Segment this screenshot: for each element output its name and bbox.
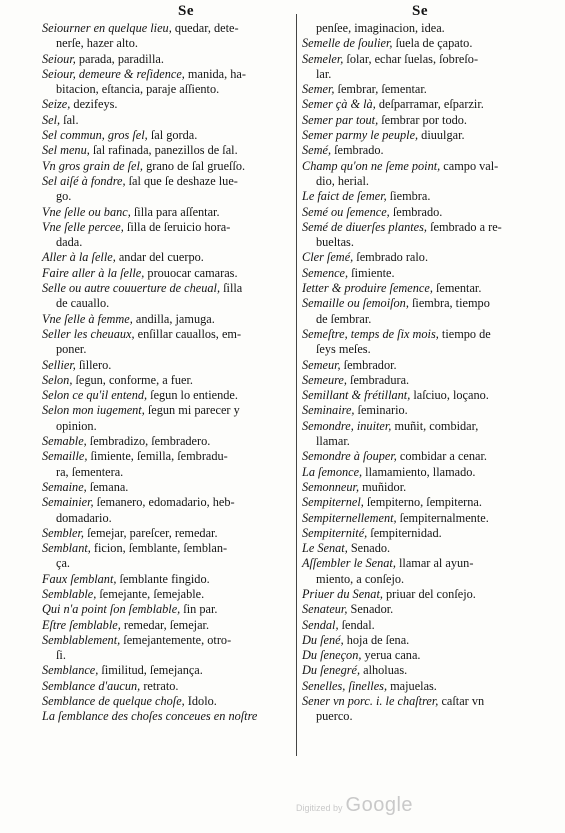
headword: Senelles, ſinelles, [302, 678, 388, 693]
translation: ça. [56, 556, 70, 571]
translation: ſegun mi parecer y [144, 403, 240, 418]
dictionary-line [302, 358, 532, 373]
dictionary-line [42, 526, 292, 541]
dictionary-line [302, 511, 532, 526]
headword: Semeler, [302, 51, 344, 66]
translation: hoja de ſena. [343, 632, 410, 647]
dictionary-line [42, 52, 292, 67]
translation: caſtar vn [438, 694, 485, 709]
translation: ſementar. [432, 281, 482, 296]
dictionary-line [302, 113, 532, 128]
dictionary-line [302, 266, 532, 281]
translation: ſuela de çapato. [392, 36, 473, 51]
dictionary-line [42, 648, 292, 663]
dictionary-line [42, 403, 292, 418]
headword: Semaine, [42, 479, 87, 494]
translation: ſeminario. [354, 403, 408, 418]
headword: Semer, [302, 82, 335, 97]
dictionary-line [302, 419, 532, 434]
headword: Semondre à ſouper, [302, 449, 397, 464]
translation: ſegun, conforme, a fuer. [72, 372, 193, 387]
translation: ſilla de ſeruicio hora- [123, 219, 231, 234]
headword: Semé ou ſemence, [302, 204, 390, 219]
dictionary-line [302, 495, 532, 510]
translation: muñit, combidar, [391, 418, 479, 433]
headword: Le faict de ſemer, [302, 189, 387, 204]
dictionary-line [302, 342, 532, 357]
translation: ra, ſementera. [56, 464, 124, 479]
translation: ſembrado. [389, 204, 443, 219]
left-column [42, 21, 292, 725]
translation: ſiembra, tiempo [408, 296, 490, 311]
dictionary-line [42, 449, 292, 464]
dictionary-line [302, 52, 532, 67]
dictionary-line [42, 388, 292, 403]
dictionary-line [42, 189, 292, 204]
headword: Semainier, [42, 495, 94, 510]
dictionary-line [302, 602, 532, 617]
dictionary-line [42, 511, 292, 526]
translation: ſemejante, ſemejable. [96, 586, 205, 601]
translation: ſempiternidad. [367, 525, 442, 540]
headword: Sempiternellement, [302, 510, 397, 525]
translation: llamar. [316, 434, 350, 449]
headword: Semé, [302, 143, 332, 158]
translation: ſembrar por todo. [378, 112, 467, 127]
translation: dada. [56, 235, 83, 250]
translation: Senado. [347, 541, 391, 556]
translation: ſimiente, ſemilla, ſembradu- [87, 449, 228, 464]
translation: llamar al ayun- [395, 556, 474, 571]
column-divider [296, 14, 297, 756]
translation: Idolo. [184, 694, 217, 709]
dictionary-line [42, 143, 292, 158]
headword: Aller à la ſelle, [42, 250, 116, 265]
dictionary-line [302, 679, 532, 694]
translation: ſegun lo entiende. [147, 388, 238, 403]
translation: go. [56, 189, 72, 204]
running-head-left: Se [178, 3, 194, 19]
headword: Semeſtre, temps de ſix mois, [302, 326, 439, 341]
translation: de ſembrar. [316, 311, 372, 326]
translation: ſembrador. [340, 357, 397, 372]
translation: opinion. [56, 418, 97, 433]
headword: Semence, [302, 265, 349, 280]
translation: puerco. [316, 709, 353, 724]
headword: Selon ce qu'il entend, [42, 388, 148, 403]
translation: enſillar cauallos, em- [134, 326, 242, 341]
headword: Selon mon iugement, [42, 403, 145, 418]
dictionary-line [302, 312, 532, 327]
translation: alholuas. [360, 663, 408, 678]
headword: Eſtre ſemblable, [42, 617, 121, 632]
dictionary-line [42, 128, 292, 143]
dictionary-line [42, 434, 292, 449]
dictionary-line [302, 694, 532, 709]
headword: Qui n'a point ſon ſemblable, [42, 602, 181, 617]
dictionary-line [42, 694, 292, 709]
dictionary-line [302, 281, 532, 296]
dictionary-line [42, 296, 292, 311]
dictionary-line [42, 174, 292, 189]
headword: Semblance d'aucun, [42, 678, 141, 693]
dictionary-line [302, 97, 532, 112]
headword: Semé de diuerſes plantes, [302, 219, 427, 234]
dictionary-line [302, 556, 532, 571]
headword: Vn gros grain de ſel, [42, 158, 143, 173]
translation: parada, paradilla. [75, 51, 164, 66]
translation: bitacion, eſtancia, paraje aſſiento. [56, 82, 220, 97]
dictionary-line [302, 174, 532, 189]
headword: Sendal, [302, 617, 339, 632]
translation: ſal rafinada, panezillos de ſal. [89, 143, 238, 158]
dictionary-line [42, 495, 292, 510]
headword: Seize, [42, 97, 71, 112]
dictionary-line [302, 189, 532, 204]
dictionary-line [302, 36, 532, 51]
translation: de cauallo. [56, 296, 110, 311]
dictionary-line [42, 159, 292, 174]
dictionary-line [42, 235, 292, 250]
translation: ficion, ſemblante, ſemblan- [90, 541, 228, 556]
dictionary-line [302, 403, 532, 418]
translation: tiempo de [438, 326, 491, 341]
translation: ſilla para aſſentar. [130, 204, 220, 219]
headword: La ſemonce, [302, 464, 363, 479]
translation: ſembradura. [346, 372, 410, 387]
dictionary-line [42, 82, 292, 97]
headword: Semblance, [42, 663, 99, 678]
dictionary-line [302, 21, 532, 36]
translation: ſembrar, ſementar. [334, 82, 427, 97]
headword: Selon, [42, 372, 73, 387]
headword: Semblable, [42, 586, 97, 601]
translation: andar del cuerpo. [115, 250, 204, 265]
dictionary-line [42, 556, 292, 571]
headword: Faux ſemblant, [42, 571, 117, 586]
dictionary-line [302, 480, 532, 495]
headword: Semblablement, [42, 632, 121, 647]
headword: Du ſené, [302, 632, 344, 647]
headword: Sel aiſé à fondre, [42, 173, 126, 188]
translation: manida, ha- [184, 66, 246, 81]
dictionary-line [42, 220, 292, 235]
dictionary-line [302, 373, 532, 388]
translation: ſimilitud, ſemejança. [98, 663, 203, 678]
dictionary-line [42, 602, 292, 617]
headword: Semer par tout, [302, 112, 379, 127]
translation: grano de ſal grueſſo. [143, 158, 246, 173]
headword: Champ qu'on ne ſeme point, [302, 158, 441, 173]
translation: ſemanero, edomadario, heb- [93, 495, 235, 510]
translation: ſemejantemente, otro- [120, 632, 232, 647]
headword: Sellier, [42, 357, 76, 372]
dictionary-line [42, 618, 292, 633]
translation: ſal que ſe deshaze lue- [125, 173, 238, 188]
dictionary-line [42, 97, 292, 112]
translation: ſempiterno, ſempiterna. [363, 495, 482, 510]
headword: Seiourner en quelque lieu, [42, 21, 172, 35]
headword: Sel, [42, 112, 61, 127]
headword: Seiour, [42, 51, 76, 66]
headword: Semblance de quelque choſe, [42, 694, 185, 709]
translation: miento, a conſejo. [316, 571, 405, 586]
headword: Semondre, inuiter, [302, 418, 392, 433]
translation: poner. [56, 342, 87, 357]
translation: ſal gorda. [147, 128, 198, 143]
headword: Semblant, [42, 541, 91, 556]
watermark-prefix: Digitized by [296, 803, 343, 813]
translation: muñidor. [359, 479, 407, 494]
headword: Semable, [42, 434, 87, 449]
dictionary-line [302, 526, 532, 541]
translation: ſin par. [180, 602, 218, 617]
headword: Ietter & produire ſemence, [302, 281, 433, 296]
translation: ſembradizo, ſembradero. [86, 434, 211, 449]
headword: Vne ſelle à femme, [42, 311, 133, 326]
dictionary-line [42, 36, 292, 51]
headword: Selle ou autre couuerture de cheual, [42, 281, 221, 296]
headword: Semer parmy le peuple, [302, 128, 419, 143]
translation: nerſe, hazer alto. [56, 36, 138, 51]
headword: Sembler, [42, 525, 85, 540]
headword: Faire aller à la ſelle, [42, 265, 145, 280]
headword: Semaille, [42, 449, 88, 464]
dictionary-line [302, 205, 532, 220]
translation: andilla, jamuga. [132, 311, 215, 326]
headword: Sener vn porc. i. le chaſtrer, [302, 694, 439, 709]
headword: Semelle de ſoulier, [302, 36, 393, 51]
dictionary-line [42, 281, 292, 296]
translation: prouocar camaras. [144, 265, 238, 280]
translation: deſparramar, eſparzir. [375, 97, 484, 112]
translation: ſemblante fingido. [116, 571, 210, 586]
translation: ſendal. [338, 617, 375, 632]
dictionary-line [42, 572, 292, 587]
dictionary-line [302, 465, 532, 480]
dictionary-line [42, 266, 292, 281]
translation: majuelas. [387, 678, 437, 693]
watermark-logo: Google [345, 794, 414, 816]
headword: Vne ſelle percee, [42, 219, 124, 234]
dictionary-line [302, 572, 532, 587]
translation: quedar, dete- [171, 21, 239, 35]
dictionary-line [302, 663, 532, 678]
dictionary-line [42, 709, 292, 724]
dictionary-line [42, 663, 292, 678]
translation: diuulgar. [418, 128, 465, 143]
translation: ſi. [56, 648, 66, 663]
translation: dio, herial. [316, 173, 369, 188]
dictionary-line [42, 679, 292, 694]
headword: Cler ſemé, [302, 250, 354, 265]
dictionary-line [302, 220, 532, 235]
translation: ſilla [220, 281, 243, 296]
dictionary-line [302, 250, 532, 265]
headword: Le Senat, [302, 541, 348, 556]
headword: Semonneur, [302, 479, 360, 494]
dictionary-line [302, 648, 532, 663]
dictionary-line [42, 342, 292, 357]
headword: Senateur, [302, 602, 348, 617]
dictionary-line [42, 373, 292, 388]
translation: combidar a cenar. [396, 449, 487, 464]
dictionary-line [42, 633, 292, 648]
translation: priuar del conſejo. [382, 586, 476, 601]
dictionary-line [302, 633, 532, 648]
headword: Vne ſelle ou banc, [42, 204, 131, 219]
dictionary-line [42, 21, 292, 36]
dictionary-line [302, 67, 532, 82]
translation: ſemejar, pareſcer, remedar. [84, 525, 218, 540]
translation: campo val- [440, 158, 499, 173]
digitized-watermark [296, 794, 413, 817]
dictionary-line [302, 327, 532, 342]
dictionary-line [302, 449, 532, 464]
dictionary-line [42, 327, 292, 342]
dictionary-line [302, 709, 532, 724]
translation: ſemana. [86, 479, 129, 494]
dictionary-line [42, 205, 292, 220]
headword: Aſſembler le Senat, [302, 556, 396, 571]
headword: Sempiternité, [302, 525, 368, 540]
headword: Seller les cheuaux, [42, 326, 135, 341]
dictionary-line [42, 358, 292, 373]
translation: remedar, ſemejar. [120, 617, 210, 632]
headword: Du ſeneçon, [302, 648, 362, 663]
translation: ſembrado a re- [427, 219, 502, 234]
dictionary-line [42, 541, 292, 556]
translation: bueltas. [316, 235, 354, 250]
dictionary-line [302, 143, 532, 158]
dictionary-line [302, 587, 532, 602]
translation: retrato. [140, 678, 179, 693]
dictionary-line [302, 434, 532, 449]
translation: ſimiente. [348, 265, 395, 280]
headword: Seminaire, [302, 403, 355, 418]
headword: Sel commun, gros ſel, [42, 128, 148, 143]
dictionary-line [302, 541, 532, 556]
headword: Semillant & frétillant, [302, 388, 411, 403]
translation: dezifeys. [70, 97, 118, 112]
dictionary-line [302, 618, 532, 633]
dictionary-line [42, 419, 292, 434]
dictionary-line [42, 67, 292, 82]
dictionary-line [302, 128, 532, 143]
headword: Semeure, [302, 372, 347, 387]
translation: llamamiento, llamado. [362, 464, 476, 479]
headword: Sempiternel, [302, 495, 364, 510]
translation: ſeys meſes. [316, 342, 371, 357]
headword: Sel menu, [42, 143, 90, 158]
translation: ſempiternalmente. [396, 510, 489, 525]
dictionary-line [302, 82, 532, 97]
headword: Seiour, demeure & reſidence, [42, 66, 185, 81]
dictionary-line [42, 250, 292, 265]
dictionary-line [42, 312, 292, 327]
translation: ſembrado ralo. [353, 250, 429, 265]
running-head-right: Se [412, 3, 428, 19]
translation: Senador. [347, 602, 394, 617]
translation: lar. [316, 66, 332, 81]
right-column [302, 21, 532, 725]
dictionary-line [42, 465, 292, 480]
headword: Du ſenegré, [302, 663, 361, 678]
headword: Semeur, [302, 357, 341, 372]
translation: yerua cana. [361, 648, 421, 663]
translation: ſillero. [75, 357, 112, 372]
headword: Semaille ou ſemoiſon, [302, 296, 409, 311]
dictionary-line [42, 480, 292, 495]
translation: ſiembra. [386, 189, 431, 204]
dictionary-line [302, 296, 532, 311]
headword: La ſemblance des choſes conceues en noſtre [42, 709, 258, 724]
headword: Semer çà & là, [302, 97, 376, 112]
headword: Priuer du Senat, [302, 586, 383, 601]
translation: domadario. [56, 510, 112, 525]
dictionary-line [302, 159, 532, 174]
translation: laſciuo, loçano. [410, 388, 489, 403]
translation: ſembrado. [331, 143, 384, 158]
translation: ſolar, echar ſuelas, ſobreſo- [343, 51, 479, 66]
dictionary-line [302, 235, 532, 250]
dictionary-line [302, 388, 532, 403]
translation: penſee, imaginacion, idea. [316, 21, 445, 35]
dictionary-line [42, 113, 292, 128]
translation: ſal. [60, 112, 79, 127]
dictionary-line [42, 587, 292, 602]
